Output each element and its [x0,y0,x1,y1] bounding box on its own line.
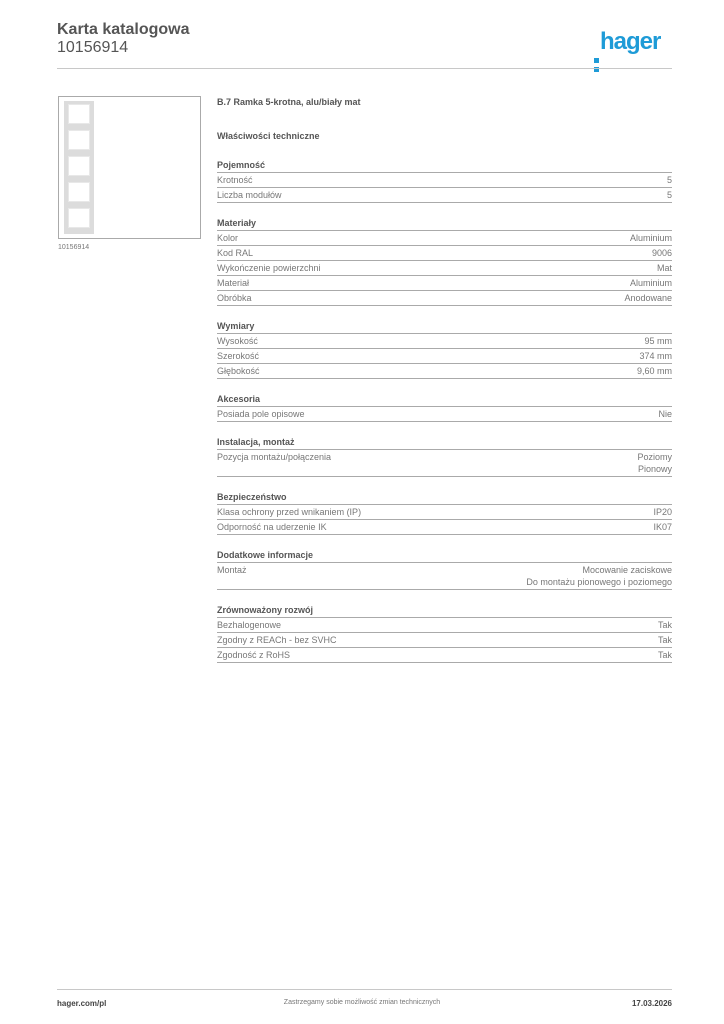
spec-value [657,262,672,274]
spec-value [658,619,672,631]
spec-value [637,451,672,475]
spec-label: Wykończenie powierzchni [217,263,321,273]
section-title: Materiały [217,217,672,231]
section-title: Bezpieczeństwo [217,491,672,505]
spec-label: Pozycja montażu/połączenia [217,452,332,462]
spec-row [217,520,672,535]
frame-opening [68,156,90,176]
spec-label: Obróbka [217,293,252,303]
spec-label: Głębokość [217,366,260,376]
spec-row [217,648,672,663]
frame-opening [68,182,90,202]
spec-row [217,261,672,276]
spec-value-line: Mat [656,263,672,273]
spec-label: Zgodny z REACh - bez SVHC [217,635,337,645]
spec-row [217,364,672,379]
spec-label: Klasa ochrony przed wnikaniem (IP) [217,507,362,517]
frame-opening [68,130,90,150]
spec-value-line: Tak [657,620,672,630]
spec-section [217,320,672,379]
tech-heading: Właściwości techniczne [217,131,320,141]
spec-section [217,217,672,306]
section-title: Zrównoważony rozwój [217,604,672,618]
footer-disclaimer: Zastrzegamy sobie możliwość zmian technicznych [283,999,441,1006]
spec-label: Kolor [217,233,239,243]
spec-value-line: Do montażu pionowego i poziomego [526,577,672,587]
spec-row [217,173,672,188]
spec-row [217,505,672,520]
spec-label: Liczba modułów [217,190,282,200]
spec-section [217,436,672,477]
spec-value-line: Tak [657,650,672,660]
spec-row [217,407,672,422]
document-title: Karta katalogowa [57,21,190,38]
spec-value-line: Anodowane [624,293,672,303]
spec-content [217,96,672,663]
spec-value [658,408,672,420]
spec-value-line: 5 [666,190,672,200]
section-title: Dodatkowe informacje [217,549,672,563]
spec-label: Zgodność z RoHS [217,650,291,660]
hager-logo [594,28,660,56]
spec-value-line: Poziomy [637,452,672,462]
spec-value [639,350,672,362]
frame-illustration [64,101,94,234]
footer-divider [57,989,672,990]
frame-opening [68,104,90,124]
spec-section [217,604,672,663]
spec-value [667,174,672,186]
spec-value-line: 9,60 mm [636,366,672,376]
spec-label: Materiał [217,278,250,288]
spec-section [217,549,672,590]
spec-label: Odporność na uderzenie IK [217,522,327,532]
section-title: Pojemność [217,159,672,173]
spec-value [630,232,672,244]
spec-row [217,450,672,477]
spec-section [217,159,672,203]
spec-value [526,564,672,588]
product-image [58,96,201,239]
spec-label: Kod RAL [217,248,254,258]
spec-row [217,188,672,203]
spec-value-line: IK07 [653,522,672,532]
spec-value [653,521,672,533]
footer-website[interactable]: hager.com/pl [57,999,107,1008]
spec-label: Posiada pole opisowe [217,409,305,419]
spec-row [217,291,672,306]
section-title: Wymiary [217,320,672,334]
footer-date: 17.03.2026 [631,999,672,1008]
spec-value [667,189,672,201]
spec-value [637,365,672,377]
spec-value [658,649,672,661]
spec-value [630,277,672,289]
spec-section [217,393,672,422]
spec-value-line: IP20 [653,507,672,517]
spec-value-line: Aluminium [629,233,672,243]
spec-row [217,349,672,364]
spec-row [217,231,672,246]
section-title: Instalacja, montaż [217,436,672,450]
spec-row [217,276,672,291]
spec-value [658,634,672,646]
spec-value-line: Nie [658,409,672,419]
spec-value-line: 5 [666,175,672,185]
spec-section [217,491,672,535]
spec-value [644,335,672,347]
spec-value-line: Pionowy [637,464,672,474]
spec-label: Krotność [217,175,253,185]
spec-value-line: Mocowanie zaciskowe [582,565,672,575]
spec-row [217,618,672,633]
logo-text: hager [600,28,661,55]
spec-sections [217,159,672,663]
spec-value [624,292,672,304]
frame-opening [68,208,90,228]
spec-row [217,246,672,261]
spec-value-line: 374 mm [639,351,672,361]
spec-value [652,247,672,259]
section-title: Akcesoria [217,393,672,407]
document-product-id: 10156914 [57,39,129,56]
spec-label: Wysokość [217,336,258,346]
spec-row [217,334,672,349]
spec-value-line: 95 mm [644,336,672,346]
spec-value [653,506,672,518]
header-divider [57,68,672,69]
spec-label: Bezhalogenowe [217,620,282,630]
spec-value-line: 9006 [651,248,672,258]
spec-label: Szerokość [217,351,260,361]
product-name: B.7 Ramka 5-krotna, alu/biały mat [217,97,361,107]
spec-value-line: Aluminium [629,278,672,288]
image-caption: 10156914 [58,244,90,251]
spec-label: Montaż [217,565,247,575]
spec-row [217,563,672,590]
spec-value-line: Tak [657,635,672,645]
spec-row [217,633,672,648]
